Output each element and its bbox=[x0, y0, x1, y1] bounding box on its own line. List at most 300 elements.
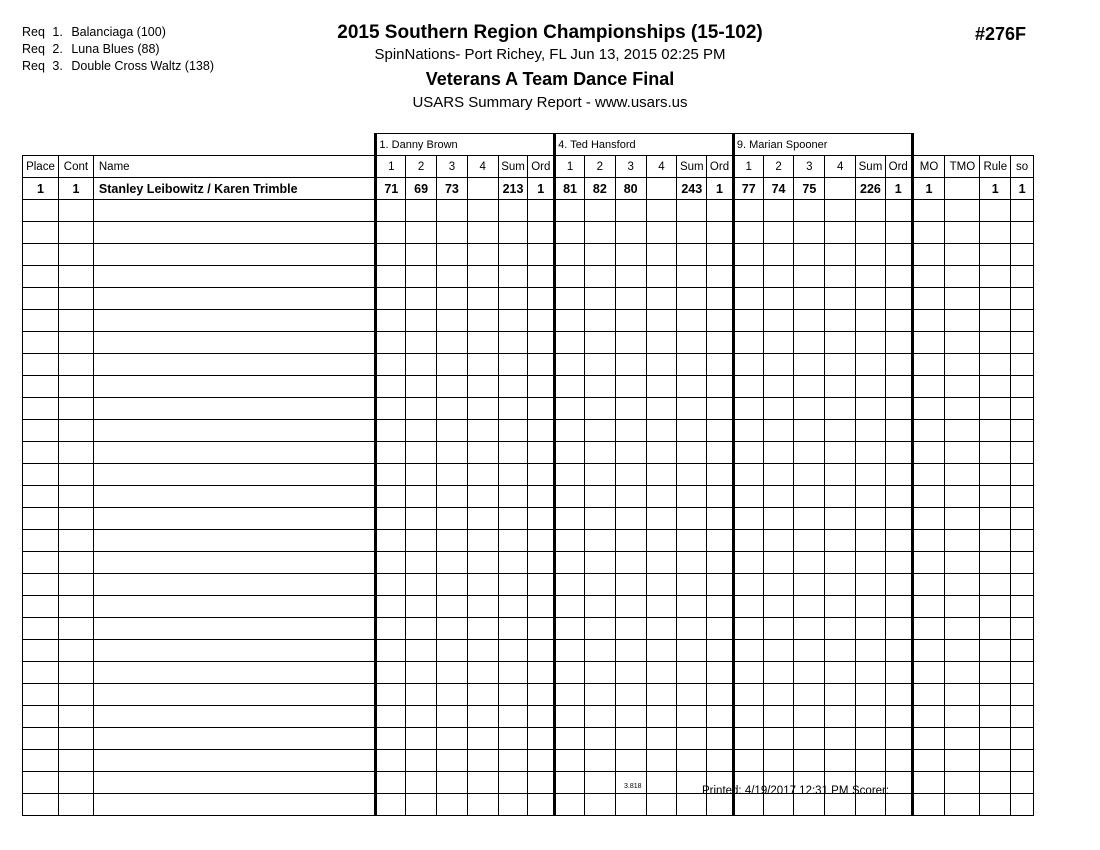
cell-j3-dance-2 bbox=[763, 750, 794, 772]
cell-j1-dance-1 bbox=[376, 376, 406, 398]
cell-j2-dance-4 bbox=[646, 574, 677, 596]
cell-j2-ord bbox=[707, 486, 734, 508]
cell-j3-dance-3 bbox=[794, 530, 825, 552]
header-j1-sum: Sum bbox=[498, 156, 528, 178]
cell-name bbox=[93, 552, 376, 574]
cell-j1-sum bbox=[498, 662, 528, 684]
cell-j1-sum bbox=[498, 376, 528, 398]
cell-j2-dance-2 bbox=[584, 706, 615, 728]
cell-j1-sum bbox=[498, 574, 528, 596]
cell-j1-dance-4 bbox=[467, 244, 498, 266]
table-row-empty bbox=[23, 288, 1034, 310]
cell-j2-sum: 243 bbox=[677, 178, 707, 200]
cell-name bbox=[93, 684, 376, 706]
requirement-number: 3. bbox=[52, 59, 63, 73]
cell-j2-dance-1 bbox=[555, 222, 585, 244]
cell-j2-dance-3 bbox=[615, 706, 646, 728]
cell-j2-dance-4 bbox=[646, 750, 677, 772]
cell-j2-sum bbox=[677, 486, 707, 508]
header-j3-dance-4: 4 bbox=[825, 156, 856, 178]
cell-j2-ord bbox=[707, 398, 734, 420]
cell-j2-ord bbox=[707, 662, 734, 684]
cell-j1-dance-2 bbox=[406, 706, 437, 728]
cell-j3-dance-4 bbox=[825, 332, 856, 354]
cell-tmo bbox=[945, 442, 980, 464]
cell-j3-dance-3 bbox=[794, 354, 825, 376]
cell-j3-dance-2 bbox=[763, 376, 794, 398]
cell-j1-sum bbox=[498, 420, 528, 442]
cell-j1-dance-4 bbox=[467, 310, 498, 332]
cell-j3-dance-2 bbox=[763, 530, 794, 552]
cell-place bbox=[23, 310, 59, 332]
cell-j1-dance-4 bbox=[467, 442, 498, 464]
cell-so bbox=[1011, 662, 1034, 684]
cell-j1-dance-4 bbox=[467, 178, 498, 200]
cell-j1-ord bbox=[528, 354, 555, 376]
header-j1-dance-1: 1 bbox=[376, 156, 406, 178]
cell-tmo bbox=[945, 178, 980, 200]
header-j2-ord: Ord bbox=[707, 156, 734, 178]
cell-j2-dance-1 bbox=[555, 310, 585, 332]
cell-j2-dance-2 bbox=[584, 486, 615, 508]
cell-j3-dance-1 bbox=[733, 420, 763, 442]
summary-table-container bbox=[22, 133, 1034, 816]
cell-j3-ord bbox=[885, 574, 912, 596]
cell-place bbox=[23, 200, 59, 222]
cell-j2-dance-3 bbox=[615, 750, 646, 772]
cell-rule bbox=[980, 464, 1011, 486]
cell-cont bbox=[58, 706, 93, 728]
cell-j3-dance-2 bbox=[763, 244, 794, 266]
cell-j1-ord bbox=[528, 442, 555, 464]
requirement-number: 2. bbox=[52, 42, 63, 56]
cell-j2-dance-3 bbox=[615, 200, 646, 222]
cell-j2-dance-2 bbox=[584, 398, 615, 420]
table-row-empty bbox=[23, 684, 1034, 706]
cell-j1-sum bbox=[498, 750, 528, 772]
cell-j1-sum bbox=[498, 398, 528, 420]
cell-j3-dance-4 bbox=[825, 684, 856, 706]
cell-mo bbox=[912, 750, 945, 772]
cell-name bbox=[93, 420, 376, 442]
cell-j1-dance-3 bbox=[437, 662, 468, 684]
cell-j2-ord bbox=[707, 244, 734, 266]
cell-place bbox=[23, 266, 59, 288]
cell-j1-dance-2 bbox=[406, 618, 437, 640]
cell-j3-ord bbox=[885, 376, 912, 398]
cell-place bbox=[23, 618, 59, 640]
cell-j2-dance-2 bbox=[584, 332, 615, 354]
cell-j3-ord bbox=[885, 728, 912, 750]
cell-j3-dance-2 bbox=[763, 486, 794, 508]
cell-j2-dance-4 bbox=[646, 596, 677, 618]
cell-j1-dance-3 bbox=[437, 596, 468, 618]
cell-j2-dance-3 bbox=[615, 508, 646, 530]
cell-j2-sum bbox=[677, 552, 707, 574]
cell-j3-sum bbox=[856, 266, 886, 288]
cell-j3-dance-3 bbox=[794, 684, 825, 706]
cell-name bbox=[93, 398, 376, 420]
cell-j2-dance-2 bbox=[584, 288, 615, 310]
cell-j1-sum bbox=[498, 332, 528, 354]
cell-j3-ord bbox=[885, 420, 912, 442]
cell-name bbox=[93, 486, 376, 508]
table-row-empty bbox=[23, 222, 1034, 244]
cell-j1-sum bbox=[498, 640, 528, 662]
cell-j2-dance-2 bbox=[584, 354, 615, 376]
cell-mo bbox=[912, 552, 945, 574]
cell-j1-sum bbox=[498, 288, 528, 310]
cell-tmo bbox=[945, 310, 980, 332]
cell-j1-dance-3 bbox=[437, 288, 468, 310]
cell-j1-dance-2 bbox=[406, 222, 437, 244]
cell-j2-sum bbox=[677, 574, 707, 596]
cell-j3-dance-4 bbox=[825, 530, 856, 552]
cell-j2-dance-4 bbox=[646, 266, 677, 288]
cell-j3-dance-4 bbox=[825, 750, 856, 772]
cell-j2-sum bbox=[677, 442, 707, 464]
cell-j2-dance-3 bbox=[615, 574, 646, 596]
cell-j3-dance-1 bbox=[733, 750, 763, 772]
cell-j3-dance-3: 75 bbox=[794, 178, 825, 200]
cell-so bbox=[1011, 288, 1034, 310]
cell-j2-ord bbox=[707, 640, 734, 662]
cell-j3-dance-1 bbox=[733, 596, 763, 618]
cell-j1-dance-1 bbox=[376, 508, 406, 530]
cell-so bbox=[1011, 530, 1034, 552]
cell-j1-dance-3 bbox=[437, 464, 468, 486]
cell-tmo bbox=[945, 244, 980, 266]
cell-place bbox=[23, 222, 59, 244]
cell-j3-ord bbox=[885, 706, 912, 728]
cell-j3-dance-2 bbox=[763, 508, 794, 530]
cell-j3-dance-1 bbox=[733, 574, 763, 596]
cell-cont bbox=[58, 222, 93, 244]
cell-j1-dance-1 bbox=[376, 750, 406, 772]
cell-j2-dance-2 bbox=[584, 464, 615, 486]
cell-j1-dance-4 bbox=[467, 398, 498, 420]
cell-j2-sum bbox=[677, 354, 707, 376]
cell-j3-dance-2 bbox=[763, 574, 794, 596]
cell-j2-dance-3 bbox=[615, 354, 646, 376]
cell-j1-dance-3 bbox=[437, 442, 468, 464]
cell-so bbox=[1011, 310, 1034, 332]
cell-j1-dance-3 bbox=[437, 750, 468, 772]
cell-name bbox=[93, 222, 376, 244]
cell-rule bbox=[980, 376, 1011, 398]
cell-so bbox=[1011, 706, 1034, 728]
cell-name bbox=[93, 442, 376, 464]
cell-so: 1 bbox=[1011, 178, 1034, 200]
cell-rule bbox=[980, 222, 1011, 244]
cell-name bbox=[93, 750, 376, 772]
cell-rule bbox=[980, 420, 1011, 442]
cell-j2-dance-4 bbox=[646, 728, 677, 750]
cell-j2-dance-1 bbox=[555, 442, 585, 464]
table-row-empty bbox=[23, 376, 1034, 398]
cell-j2-dance-3: 80 bbox=[615, 178, 646, 200]
cell-j1-dance-1 bbox=[376, 464, 406, 486]
cell-place bbox=[23, 574, 59, 596]
cell-rule bbox=[980, 266, 1011, 288]
cell-j3-sum: 226 bbox=[856, 178, 886, 200]
spacer-cell bbox=[23, 134, 59, 156]
cell-j3-dance-2 bbox=[763, 288, 794, 310]
cell-j3-dance-1 bbox=[733, 354, 763, 376]
cell-so bbox=[1011, 354, 1034, 376]
table-row-empty bbox=[23, 530, 1034, 552]
cell-j3-dance-2 bbox=[763, 332, 794, 354]
cell-place bbox=[23, 508, 59, 530]
cell-j2-dance-4 bbox=[646, 684, 677, 706]
cell-j2-sum bbox=[677, 332, 707, 354]
cell-so bbox=[1011, 728, 1034, 750]
cell-mo bbox=[912, 574, 945, 596]
cell-rule bbox=[980, 508, 1011, 530]
cell-j2-dance-1 bbox=[555, 464, 585, 486]
cell-place bbox=[23, 244, 59, 266]
cell-j3-ord bbox=[885, 266, 912, 288]
cell-j1-dance-2 bbox=[406, 332, 437, 354]
cell-j3-sum bbox=[856, 596, 886, 618]
cell-name bbox=[93, 266, 376, 288]
cell-j1-dance-4 bbox=[467, 684, 498, 706]
cell-j3-dance-2 bbox=[763, 464, 794, 486]
cell-j3-ord bbox=[885, 354, 912, 376]
cell-rule bbox=[980, 618, 1011, 640]
cell-j3-dance-2 bbox=[763, 200, 794, 222]
cell-j3-sum bbox=[856, 398, 886, 420]
requirement-name: Double Cross Waltz (138) bbox=[71, 59, 214, 73]
cell-j3-ord bbox=[885, 486, 912, 508]
spacer-cell bbox=[1011, 134, 1034, 156]
cell-j3-dance-3 bbox=[794, 618, 825, 640]
cell-j3-dance-4 bbox=[825, 442, 856, 464]
cell-mo bbox=[912, 288, 945, 310]
spacer-cell bbox=[980, 134, 1011, 156]
cell-j1-dance-2 bbox=[406, 640, 437, 662]
cell-j3-dance-1: 77 bbox=[733, 178, 763, 200]
cell-j2-dance-2 bbox=[584, 750, 615, 772]
footer-printed: Printed: 4/19/2017 12:31 PM bbox=[702, 785, 849, 797]
cell-j1-ord bbox=[528, 420, 555, 442]
cell-cont bbox=[58, 266, 93, 288]
cell-rule bbox=[980, 200, 1011, 222]
cell-j1-sum bbox=[498, 310, 528, 332]
header-j2-dance-1: 1 bbox=[555, 156, 585, 178]
cell-j2-dance-1 bbox=[555, 288, 585, 310]
cell-mo bbox=[912, 618, 945, 640]
cell-j2-sum bbox=[677, 310, 707, 332]
cell-rule: 1 bbox=[980, 178, 1011, 200]
cell-cont bbox=[58, 420, 93, 442]
spacer-cell bbox=[58, 134, 93, 156]
cell-j1-sum bbox=[498, 442, 528, 464]
judge-2-header: 4. Ted Hansford bbox=[555, 134, 734, 156]
cell-j2-sum bbox=[677, 398, 707, 420]
cell-j2-sum bbox=[677, 288, 707, 310]
cell-j1-dance-3 bbox=[437, 706, 468, 728]
cell-j1-dance-1 bbox=[376, 486, 406, 508]
cell-j3-sum bbox=[856, 354, 886, 376]
cell-tmo bbox=[945, 596, 980, 618]
cell-name bbox=[93, 706, 376, 728]
cell-j3-dance-3 bbox=[794, 266, 825, 288]
cell-j1-ord bbox=[528, 750, 555, 772]
cell-j2-dance-1 bbox=[555, 618, 585, 640]
cell-j2-ord bbox=[707, 596, 734, 618]
cell-tmo bbox=[945, 530, 980, 552]
cell-tmo bbox=[945, 420, 980, 442]
cell-place: 1 bbox=[23, 178, 59, 200]
cell-cont bbox=[58, 750, 93, 772]
cell-j3-sum bbox=[856, 706, 886, 728]
cell-j2-sum bbox=[677, 640, 707, 662]
cell-tmo bbox=[945, 508, 980, 530]
cell-j1-dance-4 bbox=[467, 486, 498, 508]
cell-j2-dance-4 bbox=[646, 288, 677, 310]
header-j2-dance-2: 2 bbox=[584, 156, 615, 178]
cell-j1-dance-4 bbox=[467, 728, 498, 750]
cell-j2-ord bbox=[707, 706, 734, 728]
cell-j3-dance-2 bbox=[763, 640, 794, 662]
cell-j3-dance-1 bbox=[733, 376, 763, 398]
cell-so bbox=[1011, 750, 1034, 772]
cell-place bbox=[23, 354, 59, 376]
cell-place bbox=[23, 552, 59, 574]
cell-name bbox=[93, 244, 376, 266]
cell-j2-dance-4 bbox=[646, 222, 677, 244]
cell-j1-sum bbox=[498, 530, 528, 552]
cell-so bbox=[1011, 552, 1034, 574]
cell-j1-dance-3 bbox=[437, 244, 468, 266]
cell-j2-dance-4 bbox=[646, 530, 677, 552]
table-row-empty bbox=[23, 266, 1034, 288]
table-row-empty bbox=[23, 310, 1034, 332]
cell-j1-dance-1 bbox=[376, 288, 406, 310]
cell-j1-dance-4 bbox=[467, 552, 498, 574]
cell-j3-dance-1 bbox=[733, 310, 763, 332]
cell-rule bbox=[980, 574, 1011, 596]
cell-j2-dance-1 bbox=[555, 244, 585, 266]
cell-j1-sum bbox=[498, 354, 528, 376]
cell-j2-dance-2 bbox=[584, 376, 615, 398]
cell-rule bbox=[980, 552, 1011, 574]
cell-rule bbox=[980, 640, 1011, 662]
cell-j3-ord bbox=[885, 684, 912, 706]
cell-j1-ord bbox=[528, 640, 555, 662]
header-j3-dance-1: 1 bbox=[733, 156, 763, 178]
cell-mo bbox=[912, 530, 945, 552]
cell-mo bbox=[912, 640, 945, 662]
cell-j1-dance-3 bbox=[437, 376, 468, 398]
cell-tmo bbox=[945, 354, 980, 376]
cell-j3-dance-2 bbox=[763, 354, 794, 376]
cell-j1-ord bbox=[528, 376, 555, 398]
cell-mo bbox=[912, 222, 945, 244]
cell-j2-ord bbox=[707, 530, 734, 552]
cell-j3-ord: 1 bbox=[885, 178, 912, 200]
cell-j1-dance-3 bbox=[437, 618, 468, 640]
header-j3-dance-3: 3 bbox=[794, 156, 825, 178]
cell-place bbox=[23, 486, 59, 508]
cell-j1-dance-3 bbox=[437, 574, 468, 596]
cell-j1-dance-3 bbox=[437, 332, 468, 354]
cell-tmo bbox=[945, 464, 980, 486]
cell-mo bbox=[912, 244, 945, 266]
cell-j1-dance-2 bbox=[406, 310, 437, 332]
cell-j3-dance-3 bbox=[794, 222, 825, 244]
cell-j3-ord bbox=[885, 464, 912, 486]
table-row-empty bbox=[23, 464, 1034, 486]
cell-cont bbox=[58, 464, 93, 486]
cell-so bbox=[1011, 596, 1034, 618]
cell-tmo bbox=[945, 486, 980, 508]
header-place: Place bbox=[23, 156, 59, 178]
cell-j3-dance-2: 74 bbox=[763, 178, 794, 200]
table-row-empty bbox=[23, 640, 1034, 662]
cell-j3-dance-3 bbox=[794, 442, 825, 464]
cell-j2-dance-3 bbox=[615, 596, 646, 618]
cell-j1-dance-3 bbox=[437, 222, 468, 244]
cell-j2-dance-2 bbox=[584, 552, 615, 574]
cell-name bbox=[93, 376, 376, 398]
cell-j1-ord bbox=[528, 222, 555, 244]
cell-j1-dance-4 bbox=[467, 596, 498, 618]
cell-j3-sum bbox=[856, 574, 886, 596]
header-so: so bbox=[1011, 156, 1034, 178]
cell-j2-sum bbox=[677, 662, 707, 684]
cell-j1-dance-2 bbox=[406, 244, 437, 266]
cell-j1-ord bbox=[528, 508, 555, 530]
cell-so bbox=[1011, 200, 1034, 222]
cell-j2-dance-1 bbox=[555, 662, 585, 684]
cell-j3-dance-1 bbox=[733, 684, 763, 706]
header-j3-sum: Sum bbox=[856, 156, 886, 178]
cell-j3-dance-3 bbox=[794, 728, 825, 750]
cell-so bbox=[1011, 332, 1034, 354]
cell-j3-dance-4 bbox=[825, 310, 856, 332]
cell-j3-dance-3 bbox=[794, 662, 825, 684]
cell-j3-dance-3 bbox=[794, 706, 825, 728]
cell-j3-sum bbox=[856, 464, 886, 486]
cell-j2-dance-2: 82 bbox=[584, 178, 615, 200]
cell-j1-dance-1 bbox=[376, 420, 406, 442]
cell-so bbox=[1011, 574, 1034, 596]
cell-so bbox=[1011, 244, 1034, 266]
cell-place bbox=[23, 662, 59, 684]
cell-j1-ord bbox=[528, 596, 555, 618]
cell-j2-dance-4 bbox=[646, 618, 677, 640]
spacer-cell bbox=[93, 134, 376, 156]
cell-j2-dance-2 bbox=[584, 244, 615, 266]
cell-j2-sum bbox=[677, 596, 707, 618]
cell-cont bbox=[58, 200, 93, 222]
page-title: 2015 Southern Region Championships (15-102) bbox=[337, 22, 763, 43]
cell-j1-dance-2 bbox=[406, 200, 437, 222]
cell-j2-ord bbox=[707, 266, 734, 288]
cell-rule bbox=[980, 332, 1011, 354]
cell-j1-dance-4 bbox=[467, 508, 498, 530]
cell-tmo bbox=[945, 728, 980, 750]
cell-j3-dance-3 bbox=[794, 244, 825, 266]
cell-j3-sum bbox=[856, 288, 886, 310]
cell-j2-dance-2 bbox=[584, 684, 615, 706]
cell-j2-dance-1 bbox=[555, 530, 585, 552]
cell-j1-dance-3 bbox=[437, 200, 468, 222]
cell-j2-sum bbox=[677, 200, 707, 222]
cell-j3-ord bbox=[885, 288, 912, 310]
